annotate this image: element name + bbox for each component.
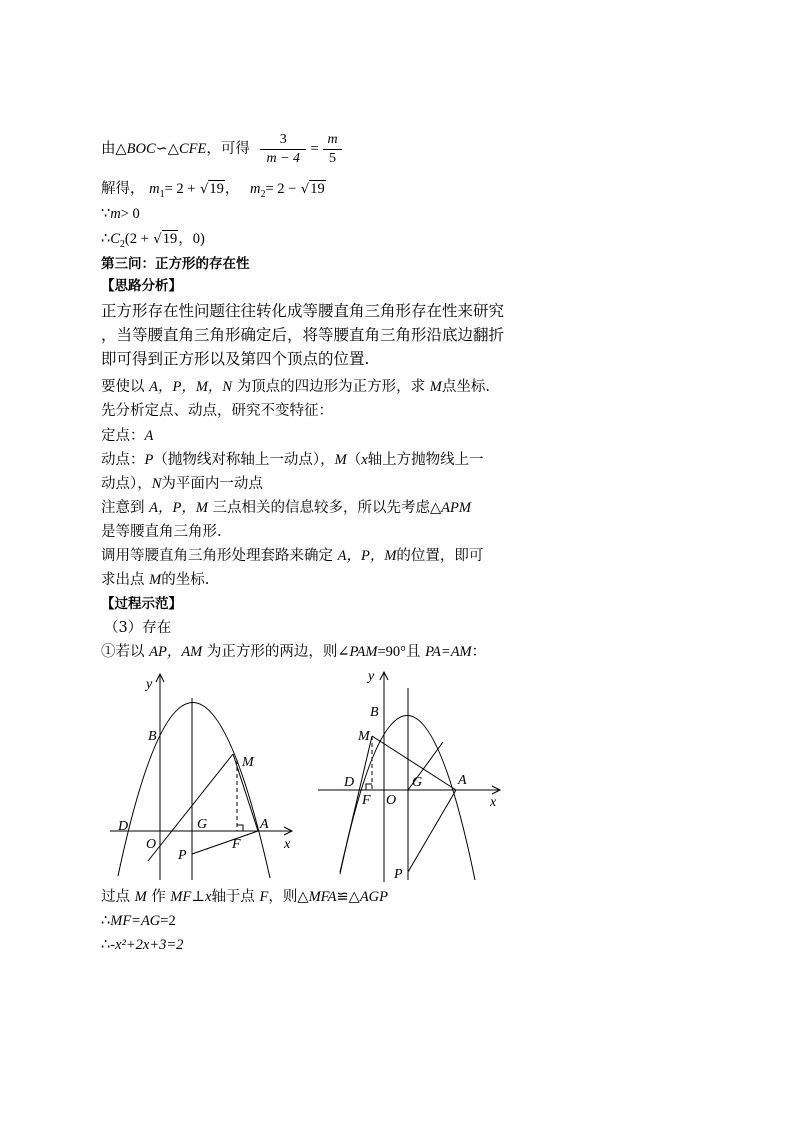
radicand: 19	[310, 181, 325, 197]
text: 的位置，即可	[396, 548, 484, 564]
line-solutions	[101, 179, 326, 205]
text: m	[149, 181, 160, 197]
text: 定点：	[101, 428, 145, 444]
equals: =	[310, 141, 319, 157]
paragraph-line: 是等腰直角三角形.	[101, 524, 222, 540]
label-o: O	[386, 793, 397, 808]
text: MFA	[308, 889, 337, 905]
text: ：	[471, 644, 487, 660]
figure-2	[310, 664, 510, 890]
label-m: M	[242, 755, 254, 770]
figure-1	[100, 668, 300, 890]
text: AP，AM	[149, 644, 203, 660]
therefore-icon: ∴	[101, 937, 111, 953]
text: M	[134, 889, 147, 905]
segment-pa	[192, 831, 258, 854]
text: 2	[119, 238, 125, 250]
section-heading: 第三问：正方形的存在性	[101, 256, 250, 272]
text: 轴于点	[211, 889, 255, 905]
text: 求出点	[101, 572, 145, 588]
text: 为平面内一动点	[161, 476, 263, 492]
paragraph-line: （3）存在	[104, 620, 172, 636]
text: 注意到	[101, 500, 145, 516]
text: 轴上方抛物线上一	[367, 452, 484, 468]
text: P	[144, 452, 154, 468]
sqrt-icon: √	[200, 182, 209, 197]
numerator: 3	[279, 131, 287, 147]
label-d: D	[118, 819, 129, 834]
segment-pa	[408, 790, 456, 872]
parabola	[118, 702, 270, 878]
label-g: G	[197, 817, 208, 832]
text: A，P，M，N	[149, 379, 233, 395]
text: =90°且	[377, 644, 421, 660]
text: 1	[159, 188, 165, 200]
label-m: M	[358, 729, 370, 744]
text: ，	[224, 181, 240, 197]
paragraph-line: 正方形存在性问题往往转化成等腰直角三角形存在性来研究	[101, 302, 505, 320]
text: 要使以	[101, 379, 145, 395]
text: =2	[160, 913, 176, 929]
paragraph-line	[101, 377, 490, 397]
text: x	[205, 889, 212, 905]
text: PA=AM	[425, 644, 472, 660]
label-b: B	[148, 729, 157, 744]
because-icon: ∵	[101, 206, 111, 222]
text: 调用等腰直角三角形处理套路来确定	[101, 548, 333, 564]
paragraph-line	[101, 570, 209, 590]
text: ≌△	[336, 889, 360, 905]
line-because	[101, 204, 140, 224]
text: PAM	[349, 644, 378, 660]
label-y: y	[146, 677, 153, 692]
label-y: y	[368, 669, 375, 684]
label-a: A	[260, 817, 269, 832]
text: 由△	[101, 141, 127, 157]
label-d: D	[344, 775, 355, 790]
label-p: P	[394, 867, 403, 882]
text: BOC	[126, 141, 156, 157]
text: (2 +	[124, 231, 149, 247]
text: 动点），	[101, 476, 152, 492]
text: 动点：	[101, 452, 145, 468]
text: A	[144, 428, 154, 444]
process-title: 【过程示范】	[101, 596, 182, 612]
analysis-title: 【思路分析】	[101, 278, 182, 294]
label-g: G	[412, 775, 423, 790]
right-angle-icon	[366, 784, 372, 790]
paragraph-line	[101, 474, 263, 494]
text: ①若以	[101, 644, 145, 660]
text: （	[346, 452, 362, 468]
text: 过点	[101, 889, 130, 905]
paragraph-line	[101, 450, 484, 470]
text: CFE	[178, 141, 207, 157]
label-a: A	[458, 773, 467, 788]
text: = 2 −	[265, 181, 297, 197]
fraction-1	[260, 131, 306, 168]
text: = 2 +	[164, 181, 196, 197]
therefore-icon: ∴	[101, 913, 111, 929]
text: 2	[260, 188, 266, 200]
text: 为顶点的四边形为正方形，求	[236, 379, 426, 395]
text: M	[334, 452, 347, 468]
text: AGP	[359, 889, 388, 905]
text: MF=AG	[110, 913, 161, 929]
text: 为正方形的两边，则∠	[206, 644, 350, 660]
sqrt-icon: √	[300, 182, 310, 197]
text: 解得，	[101, 181, 145, 197]
label-f: F	[232, 837, 241, 852]
sqrt-icon: √	[153, 232, 162, 247]
text: APM	[441, 500, 471, 516]
paragraph-line: ，当等腰直角三角形确定后，将等腰直角三角形沿底边翻折	[101, 326, 505, 344]
label-x: x	[284, 837, 291, 852]
text: 作	[151, 889, 166, 905]
text: x	[361, 452, 368, 468]
text: m	[249, 181, 261, 197]
text: 三点相关的信息较多，所以先考虑△	[212, 500, 442, 516]
denominator: m − 4	[260, 149, 306, 168]
text: 点坐标.	[441, 379, 490, 395]
label-b: B	[370, 705, 379, 720]
paragraph-line: 先分析定点、动点，研究不变特征：	[101, 403, 333, 419]
label-f: F	[362, 793, 371, 808]
text: C	[110, 231, 120, 247]
text: ⊥	[191, 889, 205, 905]
text: ，可得	[206, 141, 250, 157]
text: -x²+2x+3=2	[110, 937, 184, 953]
text: 的坐标.	[161, 572, 210, 588]
text: ∽△	[155, 141, 179, 157]
label-x: x	[490, 795, 497, 810]
text: N	[151, 476, 162, 492]
paragraph-line	[101, 887, 388, 907]
numerator: m	[327, 131, 338, 147]
paragraph-line	[101, 911, 176, 931]
paragraph-line	[101, 426, 153, 446]
denominator: 5	[323, 149, 341, 168]
right-angle-icon	[237, 825, 243, 831]
paragraph-line	[101, 546, 483, 566]
radicand: 19	[209, 181, 224, 197]
radicand: 19	[162, 231, 178, 247]
fraction-2	[323, 131, 341, 168]
paragraph-line	[101, 642, 486, 662]
text: M	[429, 379, 442, 395]
text: MF	[170, 889, 192, 905]
text: F	[259, 889, 269, 905]
text: m	[110, 206, 121, 222]
text: ，则△	[268, 889, 309, 905]
paragraph-line	[101, 498, 471, 518]
paragraph-line	[101, 935, 183, 955]
text: （抛物线对称轴上一动点），	[153, 452, 335, 468]
label-o: O	[146, 837, 157, 852]
therefore-icon: ∴	[101, 231, 111, 247]
text: > 0	[120, 206, 140, 222]
text: ，0)	[178, 231, 205, 247]
text: M	[149, 572, 162, 588]
paragraph-line: 即可得到正方形以及第四个顶点的位置.	[101, 350, 370, 368]
line-therefore-c2	[101, 229, 205, 255]
text: A，P，M	[337, 548, 397, 564]
segment-pm	[148, 754, 233, 861]
line-similar-triangles	[101, 124, 342, 174]
text: A，P，M	[149, 500, 208, 516]
label-p: P	[178, 848, 187, 863]
